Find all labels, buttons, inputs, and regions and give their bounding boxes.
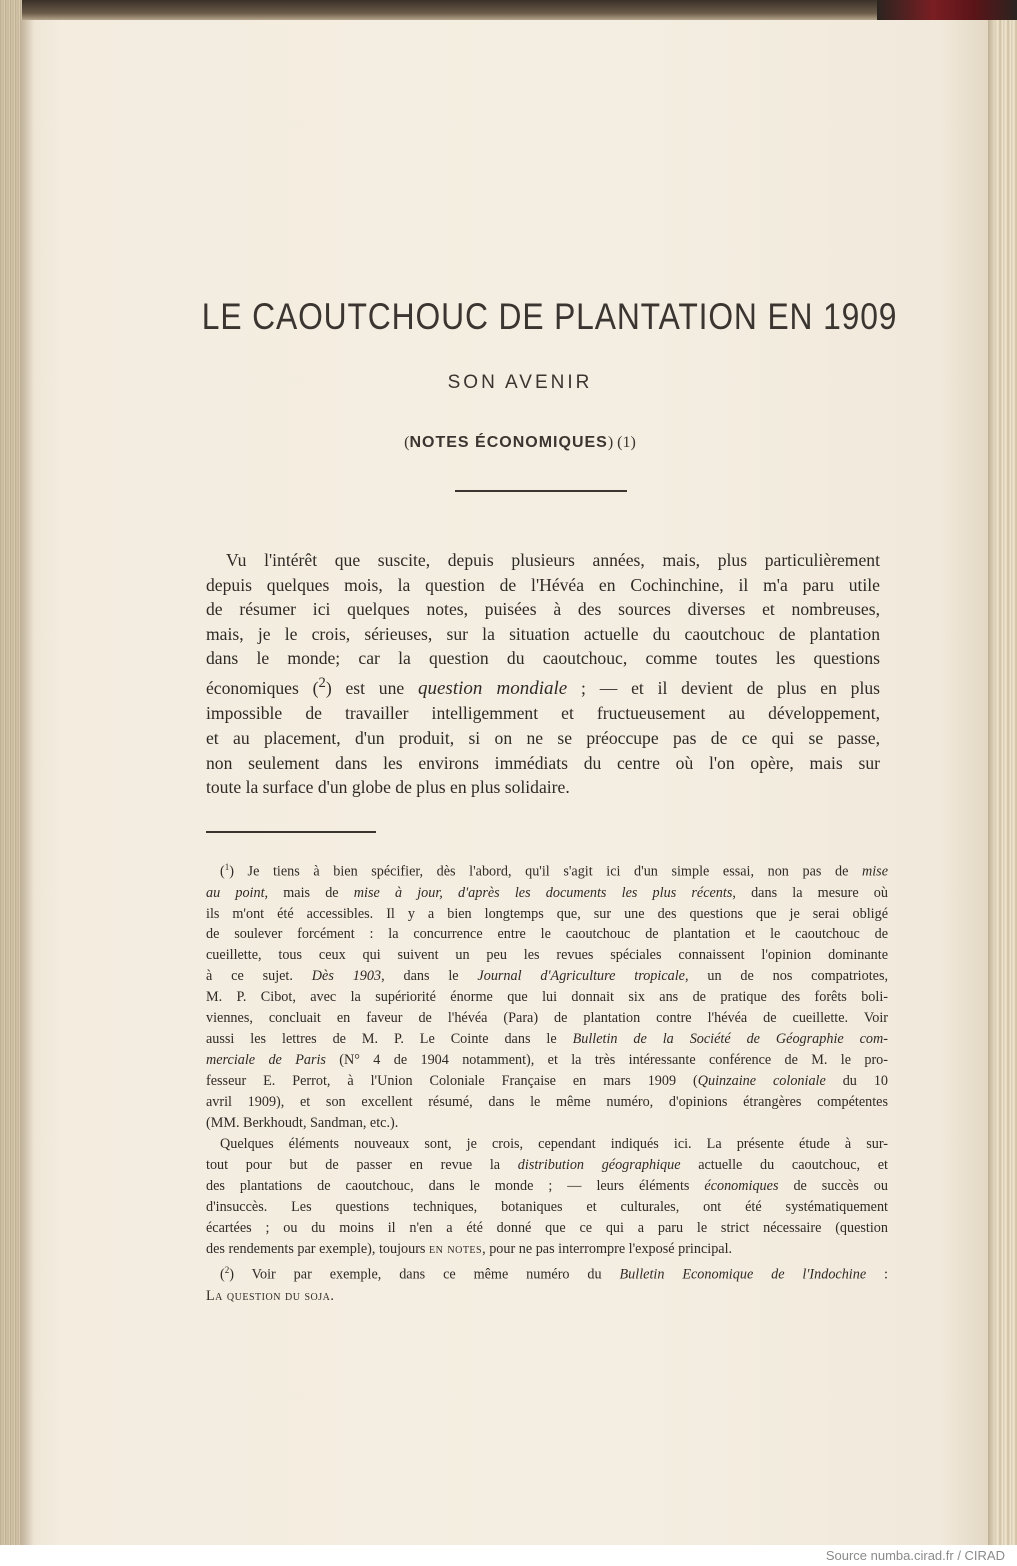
book-top-edge [0, 0, 1017, 22]
footnote-line: Quelques éléments nouveaux sont, je crois, cependant indiqués ici. La présente étude à sur- [220, 1136, 888, 1152]
body-line: non seulement dans les environs immédiats du centre où l'on opère, mais sur [206, 752, 880, 773]
source-credit: Source numba.cirad.fr / CIRAD [825, 1548, 1005, 1563]
footnote-line: ($^1$) Je tiens à bien spécifier, dès l'abord, qu'il s'agit ici d'un simple essai, non pas de mise [220, 862, 888, 880]
footnote-line: cueillette, tous ceux qui suivent un peu les revues spéciales connaissent l'opinion dominante [206, 947, 888, 964]
footnote-line: ils m'ont été accessibles. Il y a bien longtemps que, sur une des questions que je serai obligé [206, 905, 888, 922]
footnote-line: des plantations de caoutchouc, dans le monde ; — leurs éléments économiques de succès ou [206, 1177, 888, 1194]
footnote-line: écartées ; ou du moins il n'en a été donné que ce qui a paru le strict nécessaire (question [206, 1219, 888, 1236]
page-shadow [20, 20, 34, 1545]
body-line: mais, je le crois, sérieuses, sur la situation actuelle du caoutchouc de plantation [206, 623, 880, 644]
footnote-1 [206, 857, 888, 1134]
emphasis: question mondiale [418, 677, 568, 699]
article-title: LE CAOUTCHOUC DE PLANTATION EN 1909 [201, 296, 898, 337]
body-line: toute la surface d'un globe de plus en plus solidaire. [206, 777, 570, 798]
page-gutter [987, 20, 995, 1545]
footnote-1-continued [206, 1134, 888, 1259]
footnote-line: à ce sujet. Dès 1903, dans le Journal d'Agriculture tropicale, un de nos compatriotes, [206, 968, 889, 985]
footnote-line: ($^2$) Voir par exemple, dans ce même numéro du Bulletin Economique de l'Indochine : [220, 1265, 888, 1283]
body-line: depuis quelques mois, la question de l'Hévéa en Cochinchine, il m'a paru utile [206, 574, 880, 595]
body-line: impossible de travailler intelligemment et fructueusement au développement, [206, 703, 880, 724]
body-line: dans le monde; car la question du caoutchouc, comme toutes les questions [206, 648, 880, 669]
body-line: Vu l'intérêt que suscite, depuis plusieurs années, mais, plus particulièrement [226, 550, 880, 570]
body-line: et au placement, d'un produit, si on ne se préoccupe pas de ce qui se passe, [206, 728, 880, 749]
article-subtitle: SON AVENIR [447, 372, 593, 393]
footnote-line: aussi les lettres de M. P. Le Cointe dans le Bulletin de la Société de Géographie com- [206, 1030, 888, 1047]
footnote-line: tout pour but de passer en revue la distribution géographique actuelle du caoutchouc, et [206, 1156, 888, 1173]
book-left-edge [0, 0, 22, 1545]
footnote-line: La question du soja. [206, 1287, 334, 1304]
footnote-2 [206, 1260, 888, 1307]
footnote-line: au point, mais de mise à jour, d'après les documents les plus récents, dans la mesure où [206, 884, 888, 901]
footnote-line: des rendements par exemple), toujours en notes, pour ne pas interrompre l'exposé principal. [206, 1240, 733, 1257]
footnote-line: fesseur E. Perrot, à l'Union Coloniale Française en mars 1909 (Quinzaine coloniale du 10 [206, 1072, 889, 1089]
footnote-line: M. P. Cibot, avec la supériorité énorme que lui donnait six ans de pratique des forêts boli- [206, 989, 888, 1006]
footnote-line: avril 1909), et son excellent résumé, dans le même numéro, d'opinions étrangères compétentes [206, 1093, 888, 1110]
section-divider [455, 490, 627, 492]
article-body [206, 548, 880, 800]
footnote-line: merciale de Paris (N° 4 de 1904 notamment), et la très intéressante conférence de M. le pro- [206, 1051, 888, 1068]
body-line: économiques ($^2$) est une question mondiale ; — et il devient de plus en plus [206, 674, 880, 699]
footnote-line: (MM. Berkhoudt, Sandman, etc.). [206, 1114, 399, 1131]
notes-heading-ref: (1) [617, 434, 636, 451]
notes-heading: (NOTES ÉCONOMIQUES) (1) [404, 434, 636, 451]
footnote-line: de soulever forcément : la concurrence entre le caoutchouc de plantation et le caoutchouc de [206, 926, 888, 943]
footnote-line: d'insuccès. Les questions techniques, botaniques et culturales, ont été systématiquement [206, 1198, 888, 1215]
body-line: de résumer ici quelques notes, puisées à des sources diverses et nombreuses, [206, 599, 880, 620]
footnote-ref: 2 [318, 674, 326, 691]
footnote-divider [206, 831, 376, 833]
footnote-line: viennes, concluait en faveur de l'hévéa (Para) de plantation contre l'hévéa de cueillette. Voir [206, 1010, 888, 1027]
notes-heading-label: NOTES ÉCONOMIQUES [409, 434, 608, 451]
